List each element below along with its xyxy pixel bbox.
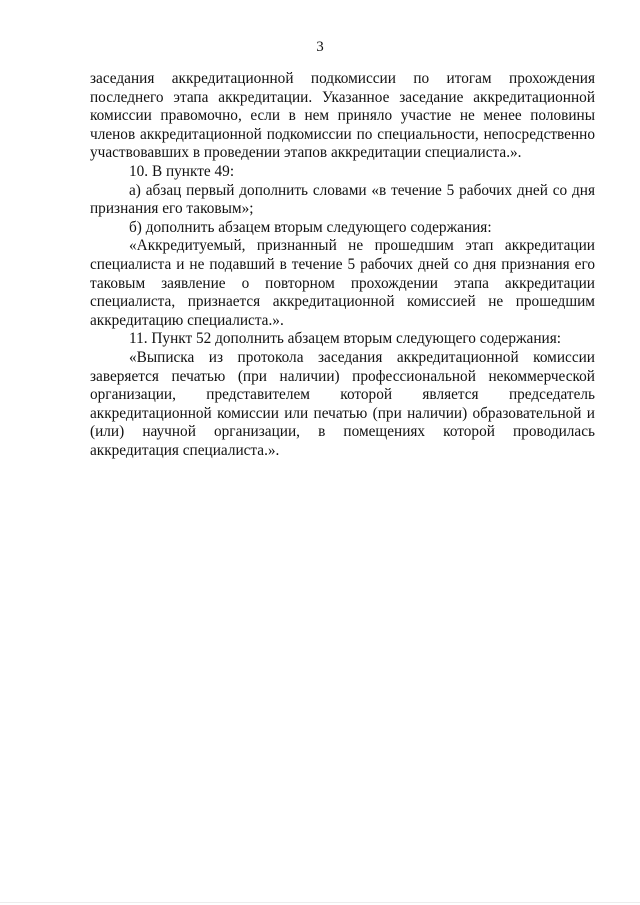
- paragraph-continuation: заседания аккредитационной подкомиссии по итогам прохождения последнего этапа аккредитации. Указанное заседание аккредитационной комиссии правомочно, если в нем приняло участие не менее половины членов аккредитационной подкомиссии по специальности, непосредственно участвовавших в проведении этапов аккредитации специалиста.».: [90, 70, 595, 162]
- paragraph-item-10-b: б) дополнить абзацем вторым следующего содержания:: [129, 218, 492, 236]
- paragraph-item-11-heading: 11. Пункт 52 дополнить абзацем вторым следующего содержания:: [129, 330, 562, 348]
- paragraph-item-10-heading: 10. В пункте 49:: [129, 162, 235, 180]
- paragraph-item-10-a: а) абзац первый дополнить словами «в течение 5 рабочих дней со дня признания его таковым»;: [90, 181, 595, 218]
- document-body: [90, 70, 595, 460]
- paragraph-item-10-b-quote: «Аккредитуемый, признанный не прошедшим этап аккредитации специалиста и не подавший в течение 5 рабочих дней со дня признания его таковым заявление о повторном прохождении этапа аккредитации специалиста, признается аккредитационной комиссией не прошедшим аккредитацию специалиста.».: [90, 237, 595, 329]
- scan-edge: [0, 902, 640, 903]
- page-number: 3: [316, 39, 324, 55]
- paragraph-item-11-quote: «Выписка из протокола заседания аккредитационной комиссии заверяется печатью (при наличии) профессиональной некоммерческой организации, представителем которой является председатель аккредитационной комиссии или печатью (при наличии) образовательной и (или) научной организации, в помещениях которой проводилась аккредитация специалиста.».: [90, 348, 595, 459]
